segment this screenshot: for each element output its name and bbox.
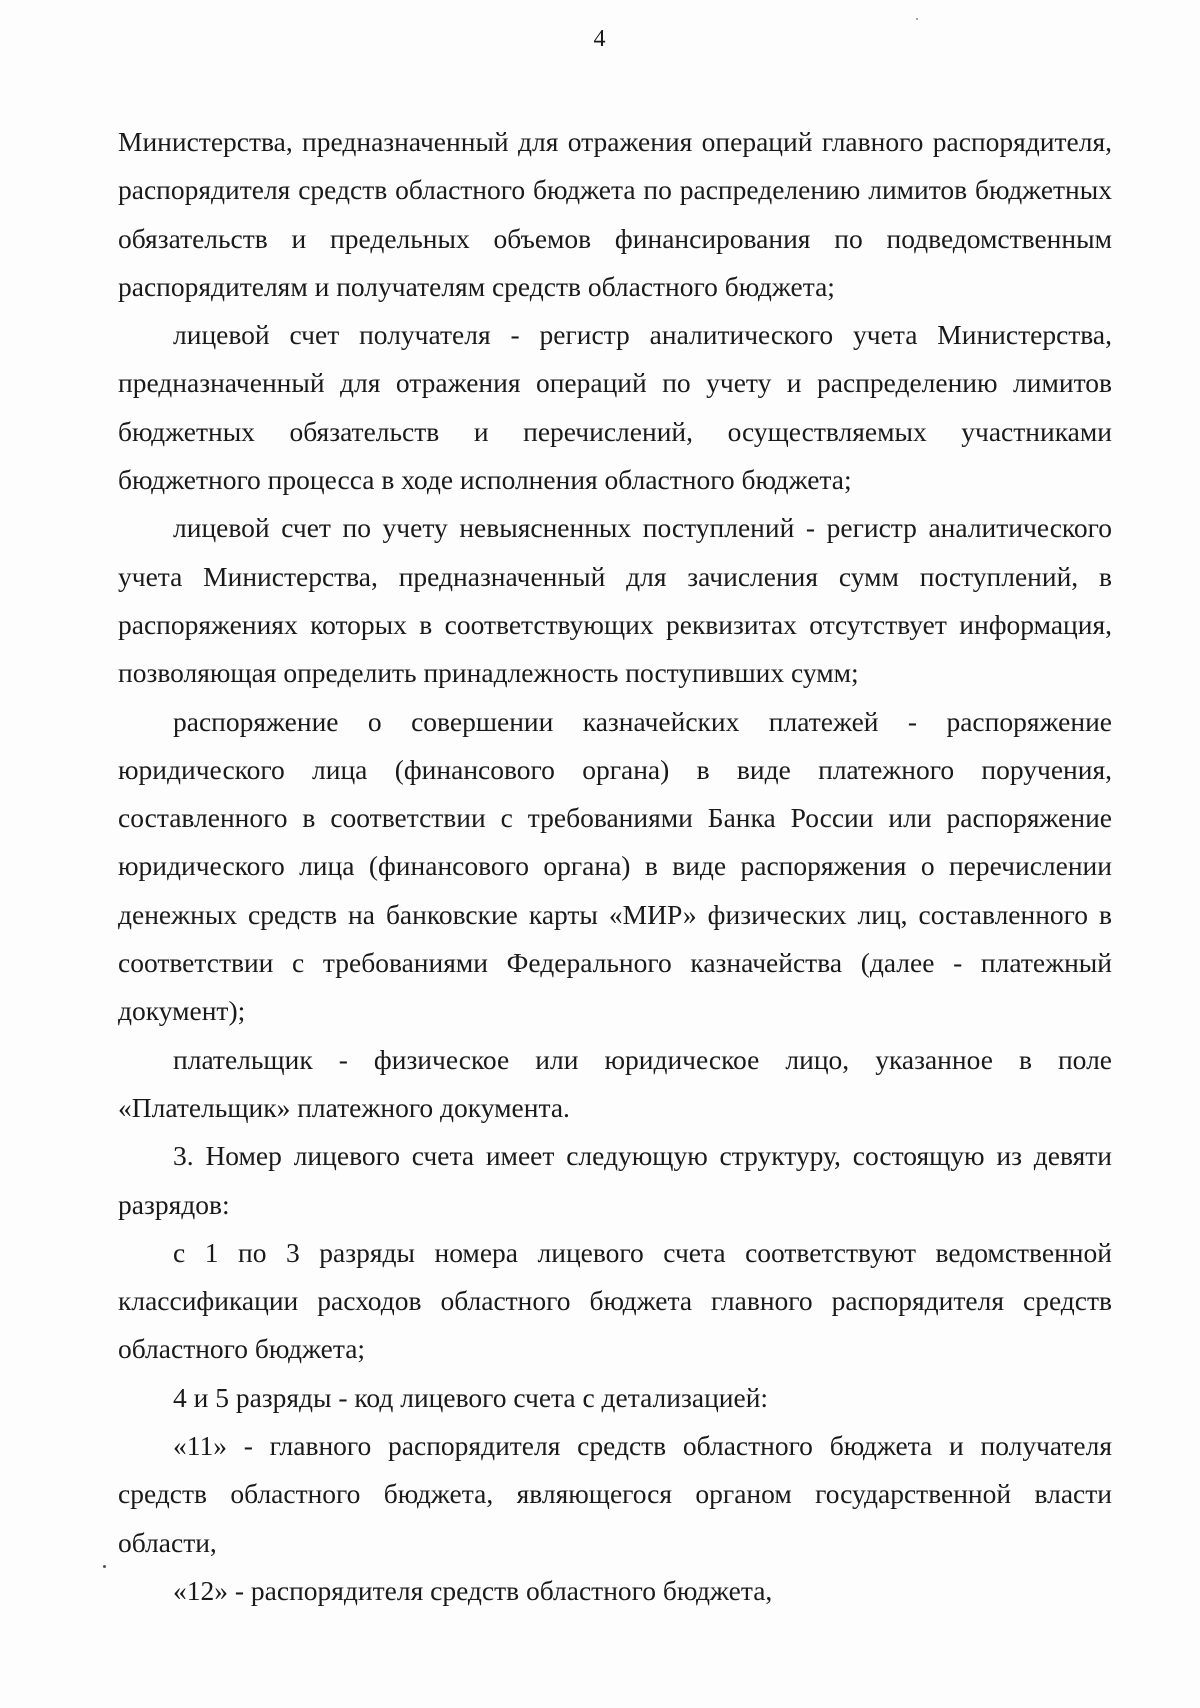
paragraph: лицевой счет получателя - регистр аналитического учета Министерства, предназначенный для отражения операций по учету и распределению лимитов бюджетных обязательств и перечислений, осуществляемых участниками бюджетного процесса в ходе исполнения областного бюджета; xyxy=(118,319,1112,496)
scan-speck xyxy=(916,18,918,20)
paragraph: 4 и 5 разряды - код лицевого счета с детализацией: xyxy=(173,1381,769,1413)
paragraph: «12» - распорядителя средств областного бюджета, xyxy=(173,1574,773,1606)
paragraph: 3. Номер лицевого счета имеет следующую структуру, состоящую из девяти разрядов: xyxy=(118,1140,1112,1220)
document-body xyxy=(118,118,1112,1615)
paragraph: «11» - главного распорядителя средств областного бюджета и получателя средств областного бюджета, являющегося органом государственной власти области, xyxy=(118,1430,1112,1558)
scan-speck xyxy=(103,1565,106,1568)
paragraph: лицевой счет по учету невыясненных поступлений - регистр аналитического учета Министерства, предназначенный для зачисления сумм поступлений, в распоряжениях которых в соответствующих реквизитах отсутствует информация, позволяющая определить принадлежность поступивших сумм; xyxy=(118,512,1112,689)
page-number: 4 xyxy=(593,26,607,52)
paragraph: распоряжение о совершении казначейских платежей - распоряжение юридического лица (финансового органа) в виде платежного поручения, составленного в соответствии с требованиями Банка России или распоряжение юридического лица (финансового органа) в виде распоряжения о перечислении денежных средств на банковские карты «МИР» физических лиц, составленного в соответствии с требованиями Федерального казначейства (далее - платежный документ); xyxy=(118,705,1112,1027)
paragraph: Министерства, предназначенный для отражения операций главного распорядителя, распорядителя средств областного бюджета по распределению лимитов бюджетных обязательств и предельных объемов финансирования по подведомственным распорядителям и получателям средств областного бюджета; xyxy=(118,126,1112,302)
paragraph: с 1 по 3 разряды номера лицевого счета соответствуют ведомственной классификации расходов областного бюджета главного распорядителя средств областного бюджета; xyxy=(118,1236,1112,1365)
paragraph: плательщик - физическое или юридическое лицо, указанное в поле «Плательщик» платежного документа. xyxy=(118,1043,1112,1123)
